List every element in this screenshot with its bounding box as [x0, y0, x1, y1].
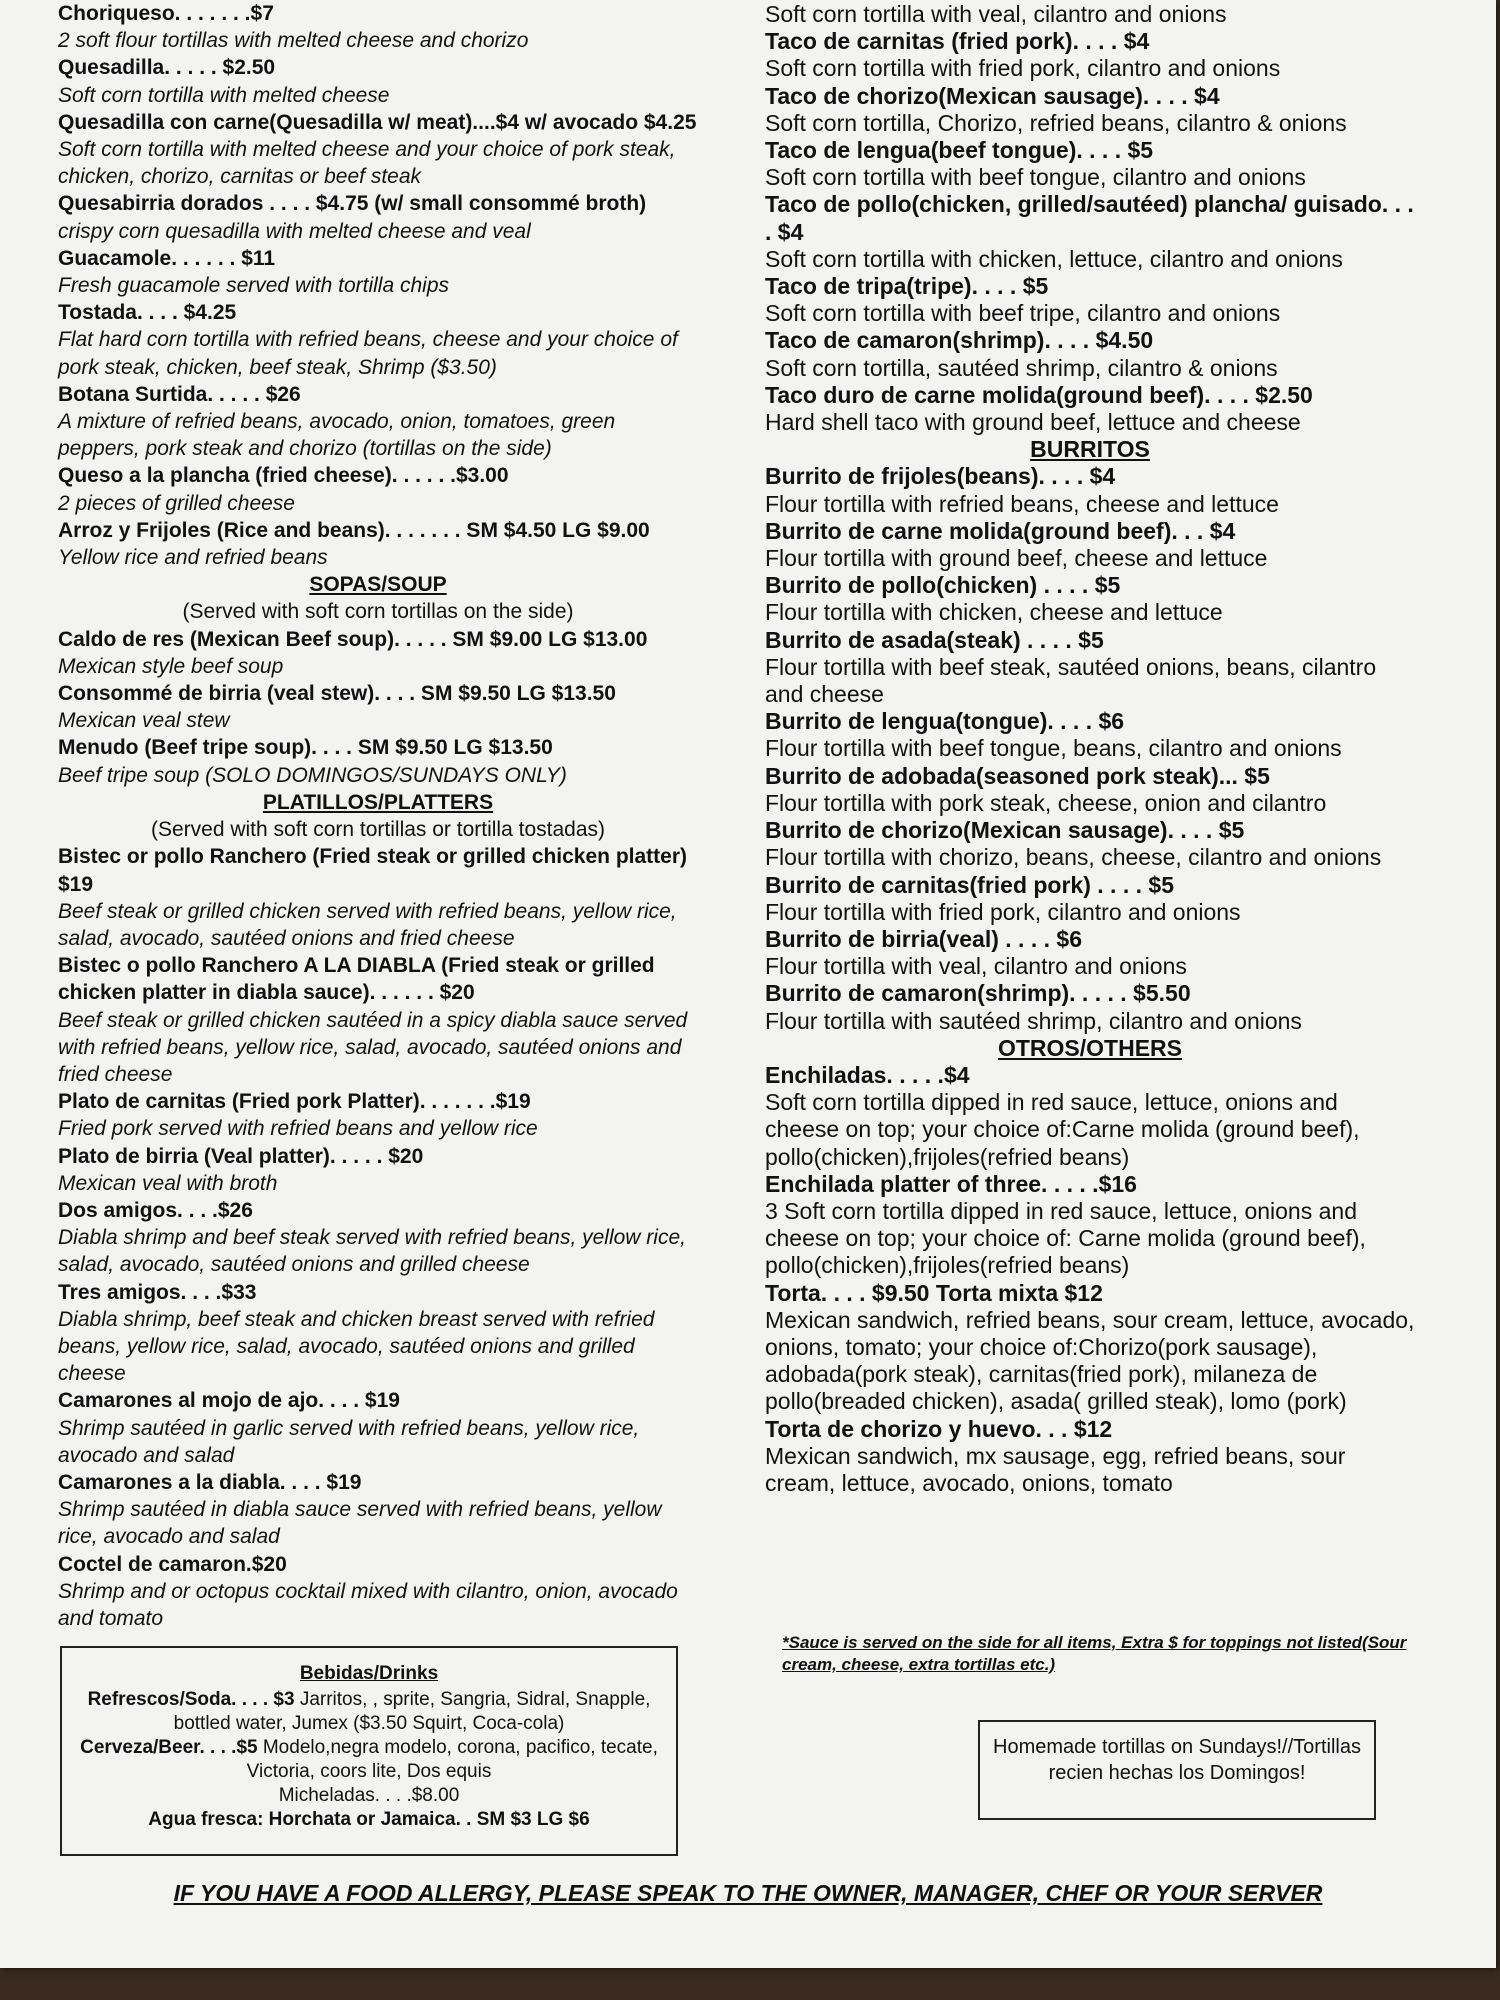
- menu-item-description: Shrimp and or octopus cocktail mixed with cilantro, onion, avocado and tomato: [58, 1579, 678, 1630]
- menu-item-description: Flour tortilla with refried beans, cheese and lettuce: [765, 490, 1279, 517]
- section-title: BURRITOS: [1030, 436, 1150, 463]
- menu-item-description: Flat hard corn tortilla with refried beans, cheese and your choice of pork steak, chicken, beef steak, Shrimp ($3.50): [58, 328, 678, 379]
- left-menu-column: [58, 0, 698, 1632]
- menu-item-description: 3 Soft corn tortilla dipped in red sauce, lettuce, onions and cheese on top; your choice of: Carne molida (ground beef), pollo(chicken),frijoles(refried beans): [765, 1197, 1366, 1279]
- sauce-note: *Sauce is served on the side for all items, Extra $ for toppings not listed(Sour cream, cheese, extra tortillas etc.): [782, 1633, 1407, 1674]
- menu-item-name: Burrito de chorizo(Mexican sausage). . . . $5: [765, 817, 1245, 844]
- menu-item-name: Burrito de camaron(shrimp). . . . . $5.50: [765, 980, 1191, 1007]
- menu-item-description: Fresh guacamole served with tortilla chips: [58, 274, 450, 298]
- menu-item-description: Soft corn tortilla with veal, cilantro and onions: [765, 1, 1227, 27]
- menu-item-name: Enchiladas. . . . .$4: [765, 1061, 970, 1088]
- menu-item-name: Plato de birria (Veal platter). . . . . $20: [58, 1144, 424, 1168]
- menu-item-description: Beef steak or grilled chicken served with refried beans, yellow rice, salad, avocado, sautéed onions and fried cheese: [58, 899, 677, 950]
- menu-item-description: Mexican style beef soup: [58, 654, 284, 678]
- menu-item-name: Burrito de carne molida(ground beef). . . $4: [765, 517, 1236, 544]
- menu-item-description: Flour tortilla with sautéed shrimp, cilantro and onions: [765, 1007, 1302, 1034]
- homemade-tortillas-box: Homemade tortillas on Sundays!//Tortillas recien hechas los Domingos!: [978, 1720, 1376, 1820]
- menu-item-name: Guacamole. . . . . . $11: [58, 246, 276, 270]
- menu-item-description: Mexican sandwich, refried beans, sour cream, lettuce, avocado, onions, tomato; your choice of:Chorizo(pork sausage), adobada(pork steak), carnitas(fried pork), milaneza de pollo(breaded chicken), asada( grilled steak), lomo (pork): [765, 1306, 1415, 1415]
- menu-item-description: Mexican veal with broth: [58, 1171, 278, 1195]
- menu-item-description: 2 pieces of grilled cheese: [58, 491, 295, 515]
- menu-item-name: Burrito de carnitas(fried pork) . . . . $5: [765, 871, 1174, 898]
- menu-item-name: Camarones a la diabla. . . . $19: [58, 1470, 362, 1494]
- menu-item-description: Diabla shrimp and beef steak served with refried beans, yellow rice, salad, avocado, sautéed onions and grilled cheese: [58, 1226, 686, 1277]
- menu-item-description: Mexican veal stew: [58, 709, 230, 733]
- menu-item-name: Botana Surtida. . . . . $26: [58, 382, 301, 406]
- menu-item-description: Soft corn tortilla, Chorizo, refried beans, cilantro & onions: [765, 109, 1347, 136]
- menu-item-name: Coctel de camaron.$20: [58, 1552, 287, 1576]
- menu-item-name: Caldo de res (Mexican Beef soup). . . . . SM $9.00 LG $13.00: [58, 627, 648, 651]
- drinks-title: Bebidas/Drinks: [299, 1663, 439, 1684]
- menu-item-name: Quesadilla con carne(Quesadilla w/ meat)....$4 w/ avocado $4.25: [58, 110, 697, 134]
- menu-item-name: Taco de lengua(beef tongue). . . . $5: [765, 137, 1154, 164]
- beer-label: Cerveza/Beer. . . .$5: [80, 1737, 258, 1758]
- menu-item-name: Camarones al mojo de ajo. . . . $19: [58, 1389, 400, 1413]
- menu-item-description: Shrimp sautéed in diabla sauce served with refried beans, yellow rice, avocado and salad: [58, 1498, 662, 1549]
- menu-item-description: crispy corn quesadilla with melted cheese and veal: [58, 219, 531, 243]
- menu-item-description: Hard shell taco with ground beef, lettuce and cheese: [765, 409, 1301, 436]
- menu-item-name: Taco de chorizo(Mexican sausage). . . . $4: [765, 82, 1220, 109]
- menu-item-description: Soft corn tortilla with melted cheese: [58, 83, 390, 107]
- menu-item-description: Beef steak or grilled chicken sautéed in a spicy diabla sauce served with refried beans, yellow rice, salad, avocado, sautéed onions and fried cheese: [58, 1008, 688, 1086]
- menu-item-name: Bistec or pollo Ranchero (Fried steak or grilled chicken platter) $19: [58, 845, 687, 896]
- menu-item-name: Tostada. . . . $4.25: [58, 301, 237, 325]
- menu-item-name: Queso a la plancha (fried cheese). . . . . .$3.00: [58, 464, 509, 488]
- soda-line: [62, 1688, 676, 1736]
- menu-item-description: Flour tortilla with veal, cilantro and onions: [765, 953, 1187, 980]
- menu-item-name: Torta de chorizo y huevo. . . $12: [765, 1415, 1113, 1442]
- agua-fresca-line: Agua fresca: Horchata or Jamaica. . SM $3 LG $6: [148, 1809, 590, 1830]
- beer-line: [62, 1736, 676, 1784]
- menu-item-name: Burrito de lengua(tongue). . . . $6: [765, 708, 1125, 735]
- menu-item-name: Bistec o pollo Ranchero A LA DIABLA (Fried steak or grilled chicken platter in diabla sauce). . . . . . $20: [58, 954, 655, 1005]
- menu-item-description: Yellow rice and refried beans: [58, 546, 328, 570]
- menu-item-name: Dos amigos. . . .$26: [58, 1198, 253, 1222]
- section-note: (Served with soft corn tortillas or tortilla tostadas): [150, 818, 605, 842]
- menu-item-name: Burrito de adobada(seasoned pork steak)... $5: [765, 762, 1270, 789]
- section-title: PLATILLOS/PLATTERS: [262, 790, 494, 814]
- beer-text: Modelo,negra modelo, corona, pacifico, tecate, Victoria, coors lite, Dos equis: [246, 1737, 658, 1782]
- menu-item-name: Taco de camaron(shrimp). . . . $4.50: [765, 327, 1154, 354]
- menu-item-description: Flour tortilla with ground beef, cheese and lettuce: [765, 545, 1268, 572]
- menu-item-description: 2 soft flour tortillas with melted cheese and chorizo: [58, 29, 529, 53]
- menu-item-name: Enchilada platter of three. . . . .$16: [765, 1170, 1137, 1197]
- menu-item-name: Burrito de asada(steak) . . . . $5: [765, 626, 1104, 653]
- menu-item-description: Flour tortilla with beef tongue, beans, cilantro and onions: [765, 735, 1342, 762]
- menu-item-name: Taco de pollo(chicken, grilled/sautéed) plancha/ guisado. . . . $4: [765, 191, 1414, 245]
- menu-item-name: Torta. . . . $9.50 Torta mixta $12: [765, 1279, 1103, 1306]
- menu-item-description: Beef tripe soup (SOLO DOMINGOS/SUNDAYS ONLY): [58, 763, 567, 787]
- menu-item-description: Flour tortilla with beef steak, sautéed onions, beans, cilantro and cheese: [765, 653, 1377, 708]
- menu-item-name: Tres amigos. . . .$33: [58, 1280, 257, 1304]
- menu-item-name: Quesadilla. . . . . $2.50: [58, 56, 276, 80]
- menu-item-description: Soft corn tortilla dipped in red sauce, lettuce, onions and cheese on top; your choice of:Carne molida (ground beef), pollo(chicken),frijoles(refried beans): [765, 1089, 1360, 1170]
- menu-item-name: Quesabirria dorados . . . . $4.75 (w/ small consommé broth): [58, 192, 647, 216]
- menu-item-name: Plato de carnitas (Fried pork Platter). . . . . . .$19: [58, 1090, 531, 1114]
- menu-item-description: Diabla shrimp, beef steak and chicken breast served with refried beans, yellow rice, salad, avocado, sautéed onions and grilled cheese: [58, 1307, 655, 1386]
- soda-label: Refrescos/Soda. . . . $3: [87, 1689, 295, 1710]
- menu-item-name: Choriqueso. . . . . . .$7: [58, 2, 274, 25]
- allergy-notice: IF YOU HAVE A FOOD ALLERGY, PLEASE SPEAK TO THE OWNER, MANAGER, CHEF OR YOUR SERVER: [173, 1880, 1323, 1906]
- menu-item-name: Menudo (Beef tripe soup). . . . SM $9.50 LG $13.50: [58, 736, 553, 760]
- menu-item-description: Shrimp sautéed in garlic served with refried beans, yellow rice, avocado and salad: [58, 1416, 640, 1467]
- section-note: (Served with soft corn tortillas on the side): [182, 600, 574, 624]
- soda-text: Jarritos, , sprite, Sangria, Sidral, Snapple, bottled water, Jumex ($3.50 Squirt, Coca-cola): [173, 1689, 651, 1734]
- menu-item-name: Taco de carnitas (fried pork). . . . $4: [765, 28, 1150, 55]
- menu-item-name: Taco de tripa(tripe). . . . $5: [765, 273, 1049, 300]
- menu-item-description: Soft corn tortilla with melted cheese and your choice of pork steak, chicken, chorizo, carnitas or beef steak: [58, 138, 676, 189]
- menu-item-name: Burrito de pollo(chicken) . . . . $5: [765, 572, 1121, 599]
- menu-item-description: Soft corn tortilla with beef tripe, cilantro and onions: [765, 300, 1281, 327]
- menu-item-name: Consommé de birria (veal stew). . . . SM $9.50 LG $13.50: [58, 682, 616, 706]
- drinks-box: [60, 1646, 678, 1856]
- menu-item-name: Burrito de birria(veal) . . . . $6: [765, 925, 1082, 952]
- menu-item-description: Flour tortilla with chicken, cheese and lettuce: [765, 599, 1223, 626]
- section-title: OTROS/OTHERS: [997, 1034, 1182, 1061]
- menu-item-description: Flour tortilla with fried pork, cilantro and onions: [765, 898, 1241, 925]
- micheladas-line: Micheladas. . . .$8.00: [278, 1785, 460, 1806]
- right-menu-column: [765, 1, 1415, 1497]
- menu-item-description: Flour tortilla with pork steak, cheese, onion and cilantro: [765, 789, 1327, 816]
- menu-item-description: Soft corn tortilla, sautéed shrimp, cilantro & onions: [765, 354, 1278, 381]
- menu-item-description: Fried pork served with refried beans and yellow rice: [58, 1117, 538, 1141]
- section-title: SOPAS/SOUP: [309, 573, 447, 597]
- menu-item-description: Soft corn tortilla with fried pork, cilantro and onions: [765, 55, 1281, 82]
- menu-item-name: Taco duro de carne molida(ground beef). . . . $2.50: [765, 381, 1313, 408]
- menu-item-description: Flour tortilla with chorizo, beans, cheese, cilantro and onions: [765, 844, 1382, 871]
- menu-item-name: Arroz y Frijoles (Rice and beans). . . . . . . SM $4.50 LG $9.00: [58, 518, 650, 542]
- menu-item-name: Burrito de frijoles(beans). . . . $4: [765, 463, 1116, 490]
- menu-item-description: Mexican sandwich, mx sausage, egg, refried beans, sour cream, lettuce, avocado, onions, tomato: [765, 1442, 1346, 1496]
- menu-item-description: Soft corn tortilla with beef tongue, cilantro and onions: [765, 164, 1306, 191]
- menu-item-description: A mixture of refried beans, avocado, onion, tomatoes, green peppers, pork steak and chorizo (tortillas on the side): [58, 410, 616, 461]
- menu-item-description: Soft corn tortilla with chicken, lettuce, cilantro and onions: [765, 245, 1343, 272]
